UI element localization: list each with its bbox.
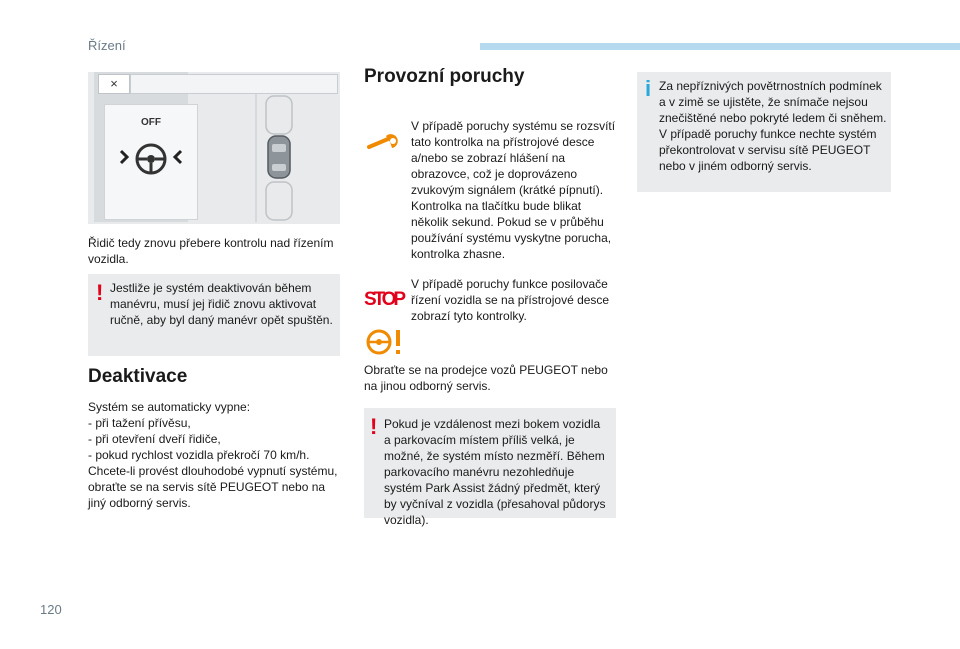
fault-paragraph-1: V případě poruchy systému se rozsvítí tato kontrolka na přístrojové desce a/nebo se zobrazí hlášení na obrazovce, což je doprovázeno zvukovým signálem (krátké pípnutí). Kontrolka na tlačítku bude blikat několik sekund. Pokud se v průběhu používání systému vyskytne porucha, kontrolka zhasne. xyxy=(411,119,616,261)
list-item: - při otevření dveří řidiče, xyxy=(88,432,221,446)
warning-text: Pokud je vzdálenost mezi bokem vozidla a parkovacím místem příliš velká, je možné, že systém místo nezměří. Během parkovacího manévru nezohledňuje systém Park Assist žádný předmět, který by vyčníval z vozidla (přesahoval půdorys vozidla). xyxy=(384,417,606,527)
paragraph-control-return: Řidič tedy znovu přebere kontrolu nad řízením vozidla. xyxy=(88,236,334,266)
off-label: OFF xyxy=(141,117,161,128)
deactivation-note: Chcete-li provést dlouhodobé vypnutí systému, obraťte se na servis sítě PEUGEOT nebo na jiný odborný servis. xyxy=(88,464,338,510)
warning-icon: ! xyxy=(96,280,104,305)
warning-icon: ! xyxy=(370,414,378,439)
section-label: Řízení xyxy=(88,38,126,53)
steering-wheel-icon xyxy=(115,139,187,179)
steering-warning-icon xyxy=(366,328,406,356)
figure-screen-bar xyxy=(130,74,338,94)
figure-panel xyxy=(94,72,188,222)
dealer-note: Obraťte se na prodejce vozů PEUGEOT nebo na jinou odborný servis. xyxy=(364,363,608,393)
page-number: 120 xyxy=(40,602,62,617)
warning-text: Jestliže je systém deaktivován během manévru, musí jej řidič znovu aktivovat ručně, aby byl daný manévr opět spuštěn. xyxy=(110,281,333,327)
warning-box-distance xyxy=(364,408,616,527)
info-box-weather xyxy=(637,72,891,192)
deactivation-list xyxy=(88,415,343,463)
stop-warning-icon xyxy=(364,288,408,308)
fault-paragraph-2: V případě poruchy funkce posilovače řízení vozidla se na přístrojové desce zobrazí tyto kontrolky. xyxy=(411,277,610,323)
close-icon: × xyxy=(98,74,130,94)
stop-label: STOP xyxy=(364,289,406,308)
deactivation-heading: Deaktivace xyxy=(88,366,188,387)
deactivation-intro: Systém se automaticky vypne: xyxy=(88,400,251,414)
steering-off-panel xyxy=(104,104,198,220)
info-text: Za nepříznivých povětrnostních podmínek a v zimě se ujistěte, že snímače nejsou znečištěné nebo pokryté ledem či sněhem. V případě poruchy funkce nechte systém překontrolovat v servisu sítě PEUGEOT nebo v jiném odborný servis. xyxy=(659,79,887,173)
faults-heading: Provozní poruchy xyxy=(364,66,525,87)
list-item: - pokud rychlost vozidla překročí 70 km/h. xyxy=(88,448,310,462)
warning-box-deactivation xyxy=(88,274,340,356)
parking-car-icon xyxy=(248,94,308,222)
park-assist-figure xyxy=(88,72,340,224)
header-bar xyxy=(480,43,960,50)
list-item: - při tažení přívěsu, xyxy=(88,416,191,430)
info-icon: i xyxy=(645,76,652,101)
wrench-icon xyxy=(366,130,402,154)
